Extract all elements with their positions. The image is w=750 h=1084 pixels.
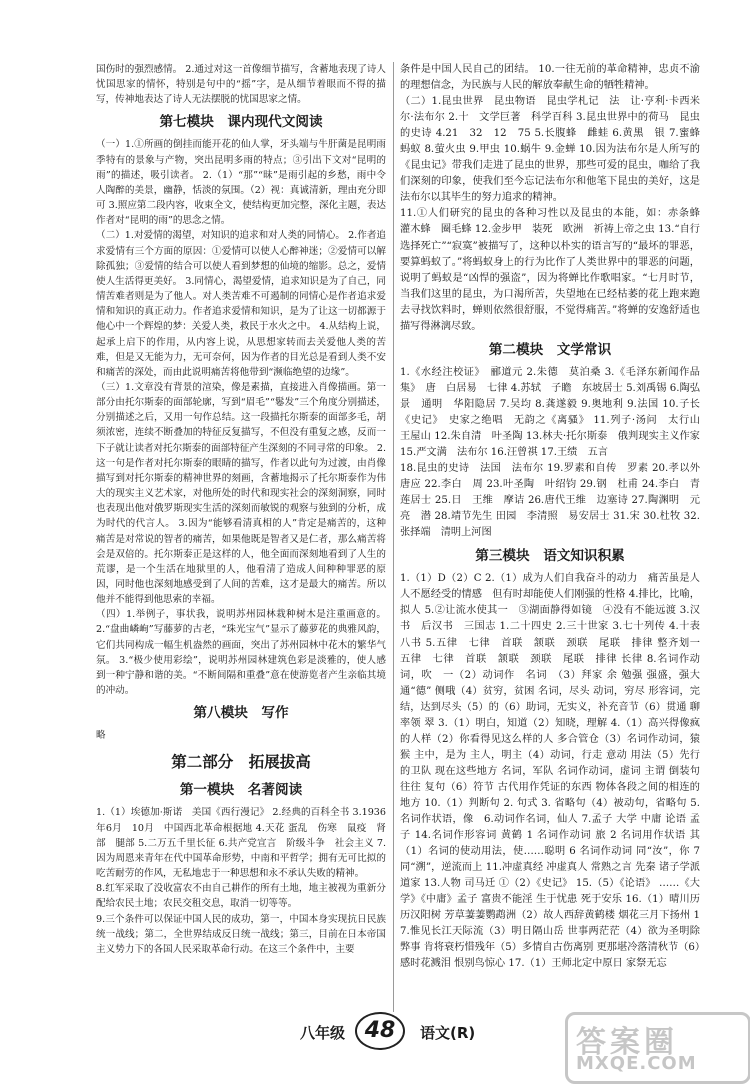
answer-paragraph: （四）1.举例子，事状我，说明苏州园林栽种树木是注重画意的。 2.“盘曲嶙峋”写藤萝的古老，“珠光宝气”显示了藤萝花的典雅风韵，它们共同构成一幅生机盎然的画面，突出了苏州园林中花木的繁华气氛。 3.“极少使用彩绘”，说明苏州园林建筑色彩是淡雅的，使人感到一种宁静和谐的美。“不断间隔和重叠”意在使游览者产生亲临其境的冲动。 bbox=[96, 609, 386, 697]
watermark-logo bbox=[565, 1012, 750, 1084]
answer-paragraph: 11.①人们研究的昆虫的各种习性以及昆虫的本能，如：赤条蜂 灌木蜂 圈毛蜂 12.金步甲 装死 欧洲 祈祷上帝之虫 13.“自行选择死亡”“寂寞”被描写了，这种以朴实的语言写的“最坏的罪恶，要算蚂蚁了。”将蚂蚁身上的行为比作了人类世界中的罪恶的问题，说明了蚂蚁是“凶悍的强盗”，因为将蝉比作歌唱家。“七月时节，当我们这里的昆虫，为口渴所苦，失望地在已经枯萎的花上跑来跑去寻找饮料时，蝉则依然很舒服，不觉得痛苦。”将蝉的安逸舒适也描写得淋漓尽致。 bbox=[400, 208, 711, 332]
answer-paragraph: 8.红军采取了没收富农不由自己耕作的所有土地，地主被视为重新分配给农民土地；农民交租交息，取消一切等等。 bbox=[96, 883, 386, 910]
watermark-chinese: 答案圈 bbox=[576, 1025, 678, 1060]
grade-label: 八年级 bbox=[300, 1024, 346, 1042]
answer-paragraph: 1.（1）D（2）C 2.（1）成为人们自我奋斗的动力 痛苦虽是人人不愿经受的情感 但有时却能使人们刚强的性格 4.排比，比喻，拟人 5.②让流水使其一 ③湖面静得如镜 ④没有不能远渡 3.汉书 后汉书 三国志 1.二十四史 2.三十世家 3.七十列传 4.十表 八书 5.五律 七律 首联 颔联 颈联 尾联 排律 整齐划一 五律 七律 首联 颔联 颈联 尾联 排律 长律 8.名词作动词，吹 一（2）动词作 名词 （3）拜家 余 勉强 强盛，强大 通“德” 侧哦（4）贫穷，贫困 名词，尽头 动词，穷尽 形容词，完结，达到尽头（5）的（6）助词，无实义，补充音节（6）贯通 聊 率领 翠 3.（1）明白，知道（2）知晓，理解 4.（1）高兴得像疯的人样（2）你看得见这么样的人 多合管仓（3）名词作动词，猿猴 主中，是为 主人，明主（4）动词，行走 意动 用法（5）先行的卫队 现在这些地方 名词，军队 名词作动词，虚词 主谓 倒装句 往往 复句（6）符节 古代用作凭证的东西 物体各段之间的相连的地方 10.（1）判断句 2. 句式 3. 省略句（4）被动句，省略句 5.名词作状语，像 6.动词作名词，仙人 7.孟子 大学 中庸 论语 孟子 14.名词作形容词 黄鹤 1 名词作动词 旅 2 名词用作状语 其（1）名词的使动用法，使……聪明 6 名词作动词 同“汝”，你 7 同“溯”，逆流而上 11.冲虚真经 冲虚真人 常熟之言 先秦 诸子学派 道家 13.人物 司马迁 ①（2）《史记》 15.（5）《论语》 ……《大学》《中庸》孟子 富贵不能淫 生于忧患 死于安乐 16.（1）晴川历历汉阳树 芳草萋萋鹦鹉洲（2）故人西辞黄鹤楼 烟花三月下扬州 17.惟见长江天际流（3）明日隔山岳 世事两茫茫（4）欲为圣明除弊事 肯将衰朽惜残年（5）多情自古伤离别 更那堪冷落清秋节（6）感时花溅泪 恨别鸟惊心 17.（1）王师北定中原日 家祭无忘 bbox=[400, 573, 711, 970]
section-heading: 第八模块 写作 bbox=[193, 705, 289, 722]
section-heading: 第二部分 拓展拔高 bbox=[171, 753, 311, 772]
subject-label: 语文(R) bbox=[420, 1024, 476, 1042]
page-number: 48 bbox=[355, 1012, 405, 1050]
answer-paragraph: （一）1.①所画的倒挂而能开花的仙人掌，牙头端与牛肝菌是昆明雨季特有的景象与产物，突出昆明多雨的特点；③引出下文对“昆明的雨”的描述，吸引读者。 2.（1）“那”“昧”是雨引起的乡愁，雨中令人陶醉的美景，幽静，恬淡的氛围。（2）视：真诚清新，理由充分即可 3.照应第二段内容，收束全文，使结构更加完整，深化主题，表达作者对“昆明的雨”的思念之情。 bbox=[96, 139, 386, 227]
section-heading: 第二模块 文学常识 bbox=[488, 341, 612, 358]
answer-paragraph: 条件是中国人民自己的团结。 10.一往无前的革命精神，忠贞不渝的理想信念，为民族与人民的解放奉献生命的牺牲精神。 bbox=[400, 64, 700, 92]
column-divider bbox=[393, 62, 394, 1012]
answer-paragraph: 9.三个条件可以保证中国人民的成功，第一，中国本身实现抗日民族统一战线；第二，全世界结成反日统一战线；第三，目前在日本帝国主义势力下的各国人民采取革命行动。在这三个条件中，主要 bbox=[96, 913, 386, 955]
answer-paragraph: 国伤时的强烈感情。 2.通过对这一首像细节描写，含蓄地表现了诗人忧国思家的情怀，特别是句中的“摇”字，是从细节着眼而不得的描写，传神地表达了诗人无法摆脱的忧国思家之情。 bbox=[96, 64, 386, 106]
right-column bbox=[400, 62, 711, 972]
answer-paragraph: 略 bbox=[96, 730, 106, 742]
left-column bbox=[96, 62, 386, 957]
section-heading: 第一模块 名著阅读 bbox=[179, 782, 303, 799]
section-heading: 第七模块 课内现代文阅读 bbox=[159, 114, 323, 131]
answer-paragraph: 1.（1）埃德加·斯诺 美国《西行漫记》 2.经典的百科全书 3.1936年6月 10月 中国西北革命根据地 4.天花 蛋乱 伤寒 鼠疫 肾部 腿部 5.二万五千里长征 6.共产党宣言 阶级斗争 社会主义 7.因为周恩来青年在代中国革命形势，中南和平哲学；拥有无可比拟的吃苦耐劳的作风，无私地忠于一种思想和永不承认失败的精神。 bbox=[96, 807, 386, 880]
answer-paragraph: 1.《水经注校证》 郦道元 2.朱德 莫泊桑 3.《毛泽东新闻作品集》 唐 白居易 七律 4.苏轼 子瞻 东坡居士 5.刘禹锡 6.陶弘景 通明 华阳隐居 7.吴均 8.龚遂毅 9.奥地利 9.法国 10.子长《史记》 史家之绝唱 无韵之《离骚》 11.列子·汤问 太行山 王屋山 12.朱自清 叶圣陶 13.林夫·托尔斯泰 俄判现实主义作家 15.严文满 法布尔 16.汪曾祺 17.王绩 五言 bbox=[400, 366, 711, 459]
watermark-url: MXQE.COM bbox=[576, 1053, 697, 1074]
section-heading: 第三模块 语文知识积累 bbox=[475, 548, 625, 565]
answer-paragraph: （二）1.昆虫世界 昆虫物语 昆虫学札记 法 让·亨利·卡西米尔·法布尔 2.十 文学巨著 科学百科 3.昆虫世界中的荷马 昆虫的史诗 4.21 32 12 75 5.长腹蜂 雌蛙 6.黄黑 银 7.蜜蜂 蚂蚁 8.萤火虫 9.甲虫 10.蜗牛 9.金蝉 10.因为法布尔是人所写的《昆虫记》带我们走进了昆虫的世界，那些可爱的昆虫，咖给了我们深刻的印象，使我们至今忘记法布尔和他笔下昆虫的美好，这是法布尔以其毕生的努力追求的精神。 bbox=[400, 96, 711, 204]
answer-paragraph: 18.昆虫的史诗 法国 法布尔 19.罗素和自传 罗素 20.孝以外 唐应 22.李白 周 23.叶圣陶 叶绍钧 29.钢 杜甫 24.李白 青莲居士 25.日 王维 摩诘 26.唐代王维 边塞诗 27.陶渊明 元亮 潜 28.靖节先生 田园 李清照 易安居士 31.宋 30.杜牧 32.张择端 清明上河图 bbox=[400, 463, 711, 539]
answer-paragraph: （二）1.对爱情的渴望，对知识的追求和对人类的同情心。 2.作者追求爱情有三个方面的原因：①爱情可以使人心醉神迷；②爱情可以解除孤独；③爱情的结合可以使人看到梦想的仙境的缩影。总之，爱情使人生活得更美好。 3.同情心，渴望爱情，追求知识是为了自己，同情苦难者则是为了他人。对人类苦难不可遏制的同情心是作者追求爱情和知识的真正动力。作者追求爱情和知识，是为了让这一切都源于他心中一个辉煌的梦：关爱人类，救民于水火之中。 4.从结构上说，起承上启下的作用，从内容上说，从思想家转而去关爱他人类的苦难，但是又无能为力，无可奈何，因为作者的目光总是看到人类不安和痛苦的深处，而由此说明痛苦将他带到“濒临绝望的边缘”。 bbox=[96, 230, 386, 378]
answer-paragraph: （三）1.文章没有背景的渲染，像是素描，直接进入肖像描画。第一部分由托尔斯泰的面部轮廓，写到“眉毛”“鬈发”三个角度分别描述，分别描述之后，又用一句作总结。这一段描托尔斯泰的面部多毛，胡须浓密，连续不断叠加的特征反复描写，不但没有重复之感，反而一下子就让读者对托尔斯泰的面部特征产生深刻的不同寻常的印象。 2.这一句是作者对托尔斯泰的眼睛的描写，作者以此句为过渡，由肖像描写到对托尔斯泰的精神世界的刻画，含蓄地揭示了托尔斯泰作为伟大的现实主义艺术家，对他所处的时代和现实社会的深刻洞察，同时也表现出他对俄罗斯现实生活的深刻而敏锐的观察与独到的分析，成为时代的代言人。 3.因为“能够看清真相的人”肯定是痛苦的，这种痛苦是对常说的智者的痛苦，如果他既是智者又是仁者，那么痛苦将会是双倍的。托尔斯泰正是这样的人，他全面而深刻地看到了人生的荒谬，是一个生活在地狱里的人，他看清了造成人间种种罪恶的原因，同时他也深刻地感受到了人间的苦难，这才是最大的痛苦。所以他并不能得到他思索的幸福。 bbox=[96, 381, 386, 606]
